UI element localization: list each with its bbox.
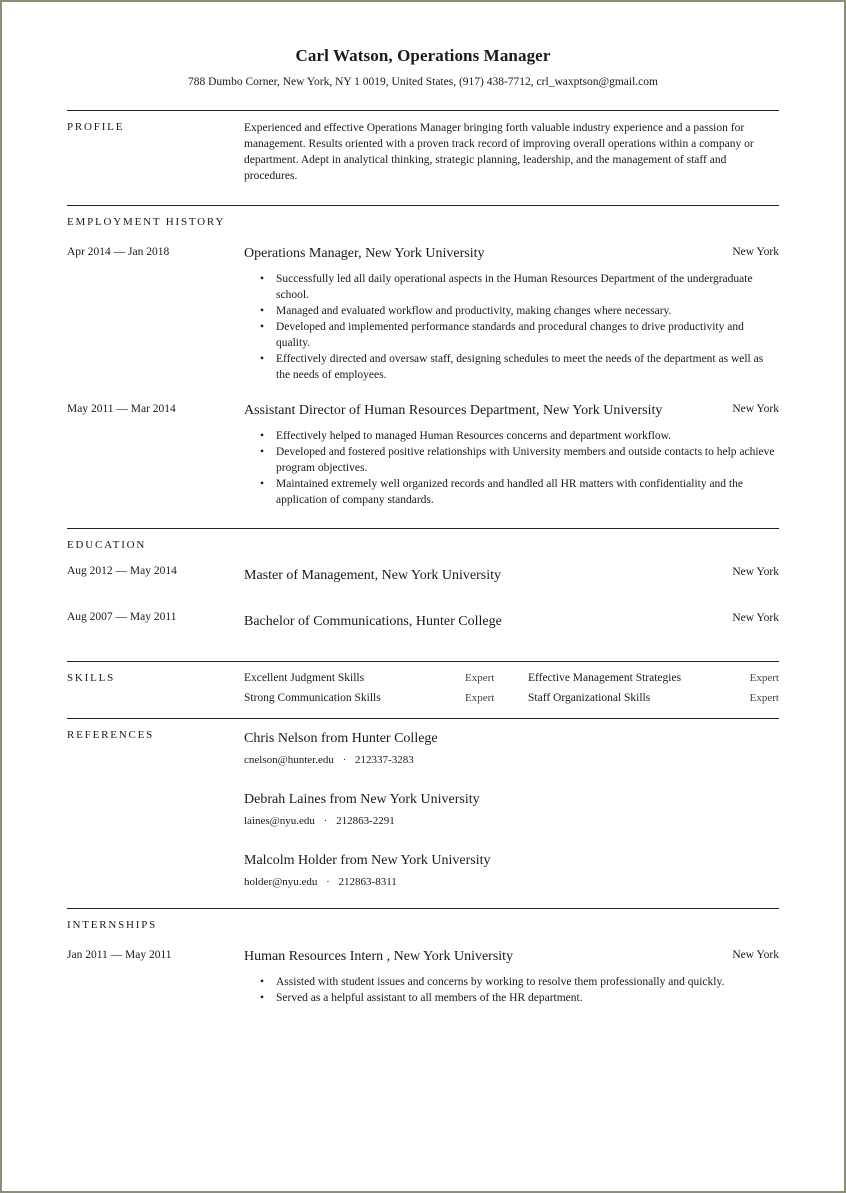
reference-phone: 212337-3283 (355, 754, 414, 766)
job-bullets (244, 271, 779, 383)
list-item: • Assisted with student issues and concerns by working to resolve them professionally and quickly. (244, 974, 779, 990)
section-title: SKILLS (67, 672, 116, 684)
internship-date: Jan 2011 — May 2011 (67, 949, 172, 961)
skill-name: Effective Management Strategies (528, 672, 682, 684)
job-city: New York (732, 403, 779, 415)
skill-level: Expert (749, 692, 779, 704)
list-item: • Effectively directed and oversaw staff, designing schedules to meet the needs of the department as well as the needs of employees. (244, 351, 779, 383)
education-title: Bachelor of Communications, Hunter College (244, 614, 502, 629)
job-entry (67, 244, 779, 383)
contact-line: 788 Dumbo Corner, New York, NY 1 0019, United States, (917) 438-7712, crl_waxptson@gmail.com (188, 76, 658, 88)
education-city: New York (732, 612, 779, 624)
section-title: EDUCATION (67, 539, 147, 551)
list-item: • Managed and evaluated workflow and productivity, making changes where necessary. (244, 303, 779, 319)
reference-contact: holder@nyu.edu · 212863-8311 (244, 876, 397, 888)
job-date: May 2011 — Mar 2014 (67, 403, 176, 415)
job-bullets (244, 428, 779, 508)
internship-entry (67, 947, 779, 1006)
reference-name: Malcolm Holder from New York University (244, 853, 491, 868)
candidate-name: Carl Watson, Operations Manager (295, 46, 551, 65)
education-date: Aug 2007 — May 2011 (67, 611, 177, 623)
reference-contact: laines@nyu.edu · 212863-2291 (244, 815, 395, 827)
job-entry (67, 401, 779, 508)
section-title: INTERNSHIPS (67, 919, 158, 931)
skill-level: Expert (465, 672, 495, 684)
education-entry (67, 565, 779, 585)
skill-level: Expert (465, 692, 495, 704)
section-title: PROFILE (67, 121, 125, 133)
job-date: Apr 2014 — Jan 2018 (67, 246, 170, 258)
skill-name: Excellent Judgment Skills (244, 672, 365, 684)
reference-email: cnelson@hunter.edu (244, 754, 334, 766)
section-title: EMPLOYMENT HISTORY (67, 216, 226, 228)
reference-phone: 212863-2291 (336, 815, 395, 827)
list-item: • Maintained extremely well organized records and handled all HR matters with confidentiality and the application of company standards. (244, 476, 779, 508)
reference-name: Debrah Laines from New York University (244, 792, 480, 807)
job-city: New York (732, 246, 779, 258)
list-item: • Successfully led all daily operational aspects in the Human Resources Department of the undergraduate school. (244, 271, 779, 303)
list-item: • Developed and implemented performance standards and procedural changes to drive productivity and quality. (244, 319, 779, 351)
section-title: REFERENCES (67, 729, 155, 741)
reference-email: laines@nyu.edu (244, 815, 315, 827)
education-date: Aug 2012 — May 2014 (67, 565, 177, 577)
list-item: • Served as a helpful assistant to all members of the HR department. (244, 990, 779, 1006)
education-city: New York (732, 566, 779, 578)
skill-name: Strong Communication Skills (244, 692, 381, 704)
internship-title: Human Resources Intern , New York University (244, 949, 514, 964)
job-title: Operations Manager, New York University (244, 246, 485, 261)
reference-name: Chris Nelson from Hunter College (244, 731, 438, 746)
internship-bullets (244, 974, 779, 1006)
list-item: • Effectively helped to managed Human Resources concerns and department workflow. (244, 428, 779, 444)
skill-level: Expert (749, 672, 779, 684)
education-entry (67, 611, 779, 631)
reference-email: holder@nyu.edu (244, 876, 318, 888)
education-title: Master of Management, New York University (244, 568, 502, 583)
skill-name: Staff Organizational Skills (528, 692, 651, 704)
internship-city: New York (732, 949, 779, 961)
list-item: • Developed and fostered positive relationships with University members and outside contacts to help achieve program objectives. (244, 444, 779, 476)
profile-text: Experienced and effective Operations Manager bringing forth valuable industry experience and a passion for management. Results oriented with a proven track record of improving overall operations within a company or department. Adept in analytical thinking, strategic planning, leadership, and the management of staff and procedures. (244, 122, 754, 182)
reference-contact: cnelson@hunter.edu · 212337-3283 (244, 754, 414, 766)
job-title: Assistant Director of Human Resources Department, New York University (244, 403, 663, 418)
reference-phone: 212863-8311 (338, 876, 397, 888)
